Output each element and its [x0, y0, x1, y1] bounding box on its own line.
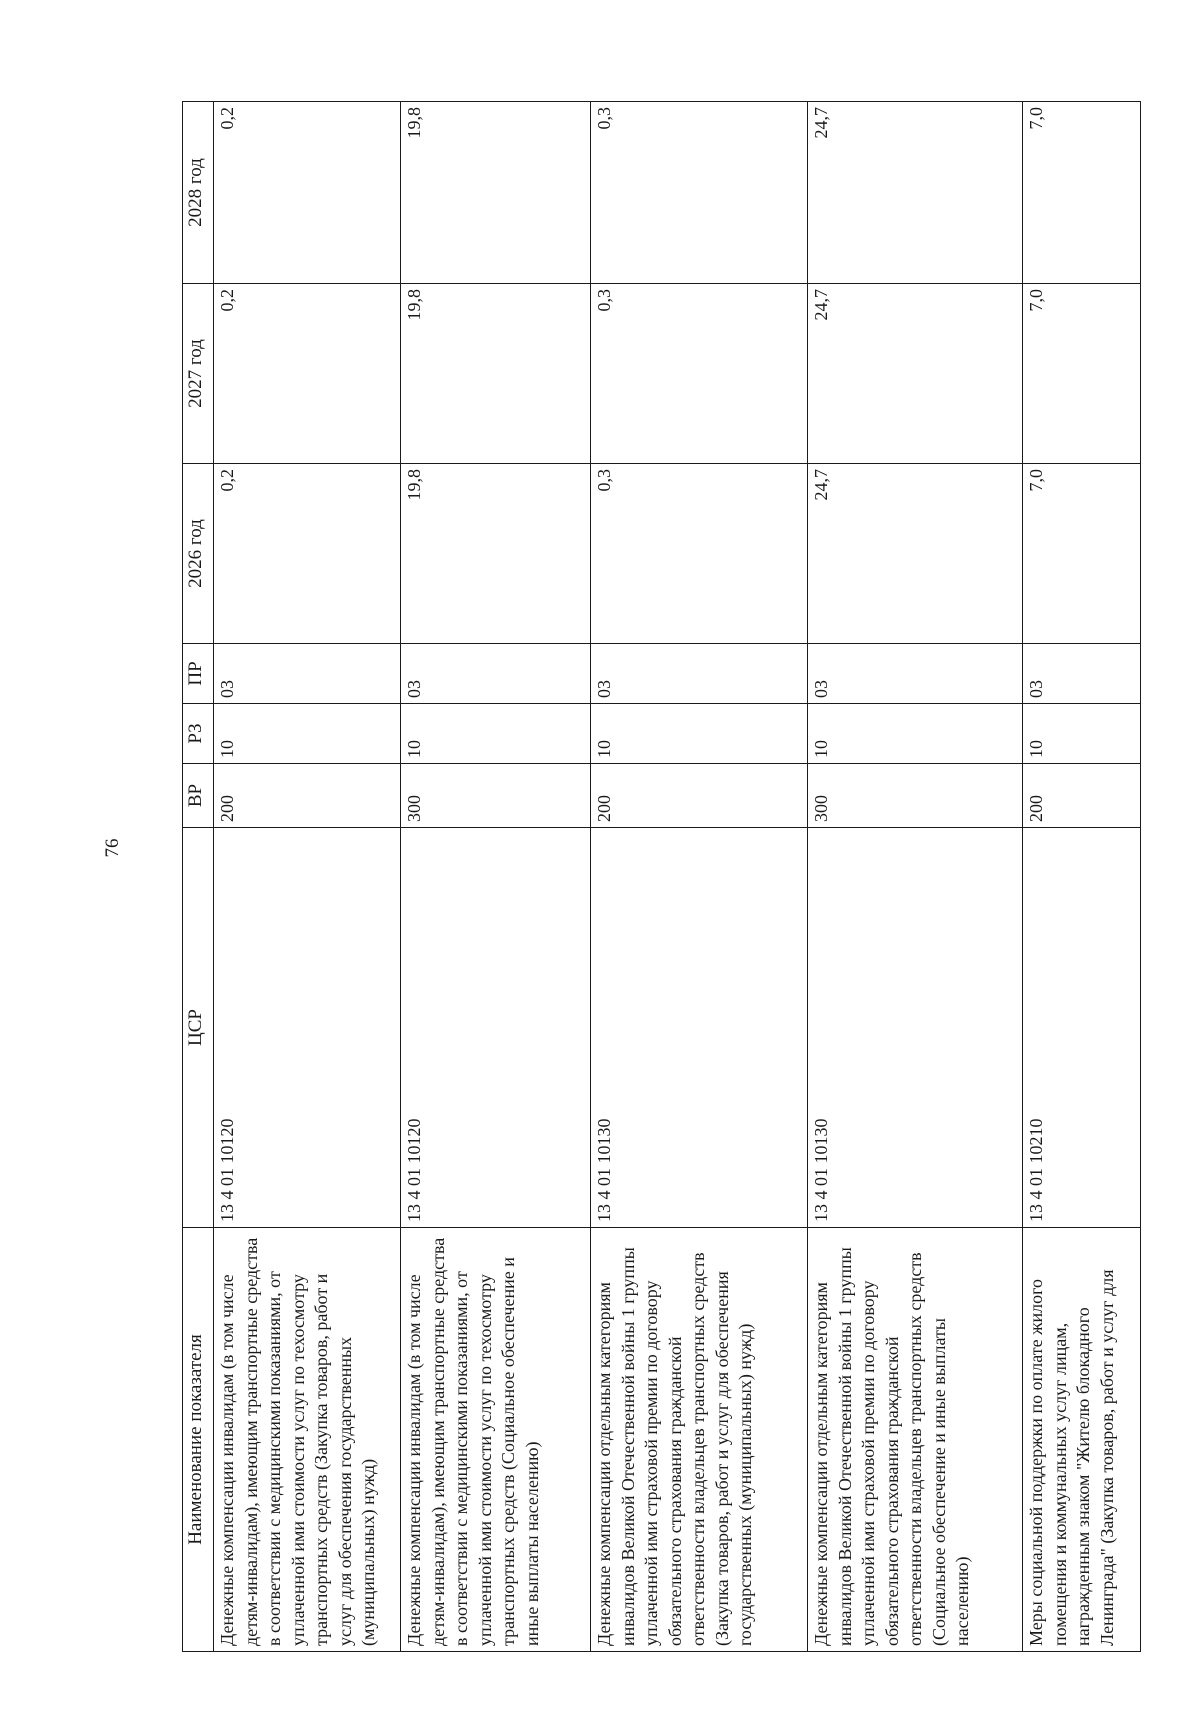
page-number: 76 [102, 838, 123, 858]
table-row [591, 102, 808, 1652]
rotated-table-frame [182, 102, 1137, 1652]
row-csr-cell: 13 4 01 10130 [591, 828, 808, 1228]
row-name-cell: Денежные компенсации отдельным категориям инвалидов Великой Отечественной войны 1 группы уплаченной ими страховой премии по договору обязательного страхования гражданской ответственности владельцев транспортных средств (Закупка товаров, работ и услуг для обеспечения государственных (муниципальных) нужд) [591, 1228, 808, 1652]
header-2026: 2026 год [183, 464, 214, 644]
row-name-cell: Денежные компенсации инвалидам (в том числе детям-инвалидам), имеющим транспортные средства в соответствии с медицинскими показаниями, от уплаченной ими стоимости услуг по техосмотру транспортных средств (Социальное обеспечение и иные выплаты населению) [401, 1228, 591, 1652]
header-vr: ВР [183, 764, 214, 828]
row-2026-cell: 7,0 [1023, 464, 1141, 644]
row-pr-cell: 03 [401, 644, 591, 704]
row-2026-cell: 19,8 [401, 464, 591, 644]
header-name: Наименование показателя [183, 1228, 214, 1652]
row-pr-cell: 03 [1023, 644, 1141, 704]
header-2028: 2028 год [183, 102, 214, 284]
row-2027-cell: 7,0 [1023, 284, 1141, 464]
budget-table [182, 101, 1141, 1652]
row-2028-cell: 0,2 [214, 102, 401, 284]
table-container [182, 102, 1137, 1652]
row-rz-cell: 10 [401, 704, 591, 764]
row-2026-cell: 24,7 [808, 464, 1023, 644]
row-csr-cell: 13 4 01 10120 [401, 828, 591, 1228]
row-vr-cell: 200 [214, 764, 401, 828]
table-row [214, 102, 401, 1652]
row-vr-cell: 200 [1023, 764, 1141, 828]
table-row [808, 102, 1023, 1652]
row-rz-cell: 10 [591, 704, 808, 764]
row-csr-cell: 13 4 01 10210 [1023, 828, 1141, 1228]
table-row [401, 102, 591, 1652]
header-2027: 2027 год [183, 284, 214, 464]
row-2028-cell: 24,7 [808, 102, 1023, 284]
row-2026-cell: 0,3 [591, 464, 808, 644]
row-2028-cell: 7,0 [1023, 102, 1141, 284]
row-rz-cell: 10 [808, 704, 1023, 764]
row-2028-cell: 0,3 [591, 102, 808, 284]
row-pr-cell: 03 [214, 644, 401, 704]
row-name-cell: Меры социальной поддержки по оплате жилого помещения и коммунальных услуг лицам, награжденным знаком "Жителю блокадного Ленинграда" (Закупка товаров, работ и услуг для [1023, 1228, 1141, 1652]
row-pr-cell: 03 [808, 644, 1023, 704]
row-2027-cell: 24,7 [808, 284, 1023, 464]
row-vr-cell: 300 [808, 764, 1023, 828]
row-2027-cell: 0,2 [214, 284, 401, 464]
row-csr-cell: 13 4 01 10130 [808, 828, 1023, 1228]
table-row [1023, 102, 1141, 1652]
row-2027-cell: 19,8 [401, 284, 591, 464]
row-csr-cell: 13 4 01 10120 [214, 828, 401, 1228]
row-name-cell: Денежные компенсации инвалидам (в том числе детям-инвалидам), имеющим транспортные средства в соответствии с медицинскими показаниями, от уплаченной ими стоимости услуг по техосмотру транспортных средств (Закупка товаров, работ и услуг для обеспечения государственных (муниципальных) нужд) [214, 1228, 401, 1652]
row-2028-cell: 19,8 [401, 102, 591, 284]
row-vr-cell: 300 [401, 764, 591, 828]
header-csr: ЦСР [183, 828, 214, 1228]
row-2026-cell: 0,2 [214, 464, 401, 644]
header-rz: РЗ [183, 704, 214, 764]
row-rz-cell: 10 [1023, 704, 1141, 764]
table-header-row [183, 102, 214, 1652]
row-rz-cell: 10 [214, 704, 401, 764]
row-2027-cell: 0,3 [591, 284, 808, 464]
row-vr-cell: 200 [591, 764, 808, 828]
header-pr: ПР [183, 644, 214, 704]
row-pr-cell: 03 [591, 644, 808, 704]
row-name-cell: Денежные компенсации отдельным категориям инвалидов Великой Отечественной войны 1 группы уплаченной ими страховой премии по договору обязательного страхования гражданской ответственности владельцев транспортных средств (Социальное обеспечение и иные выплаты населению) [808, 1228, 1023, 1652]
